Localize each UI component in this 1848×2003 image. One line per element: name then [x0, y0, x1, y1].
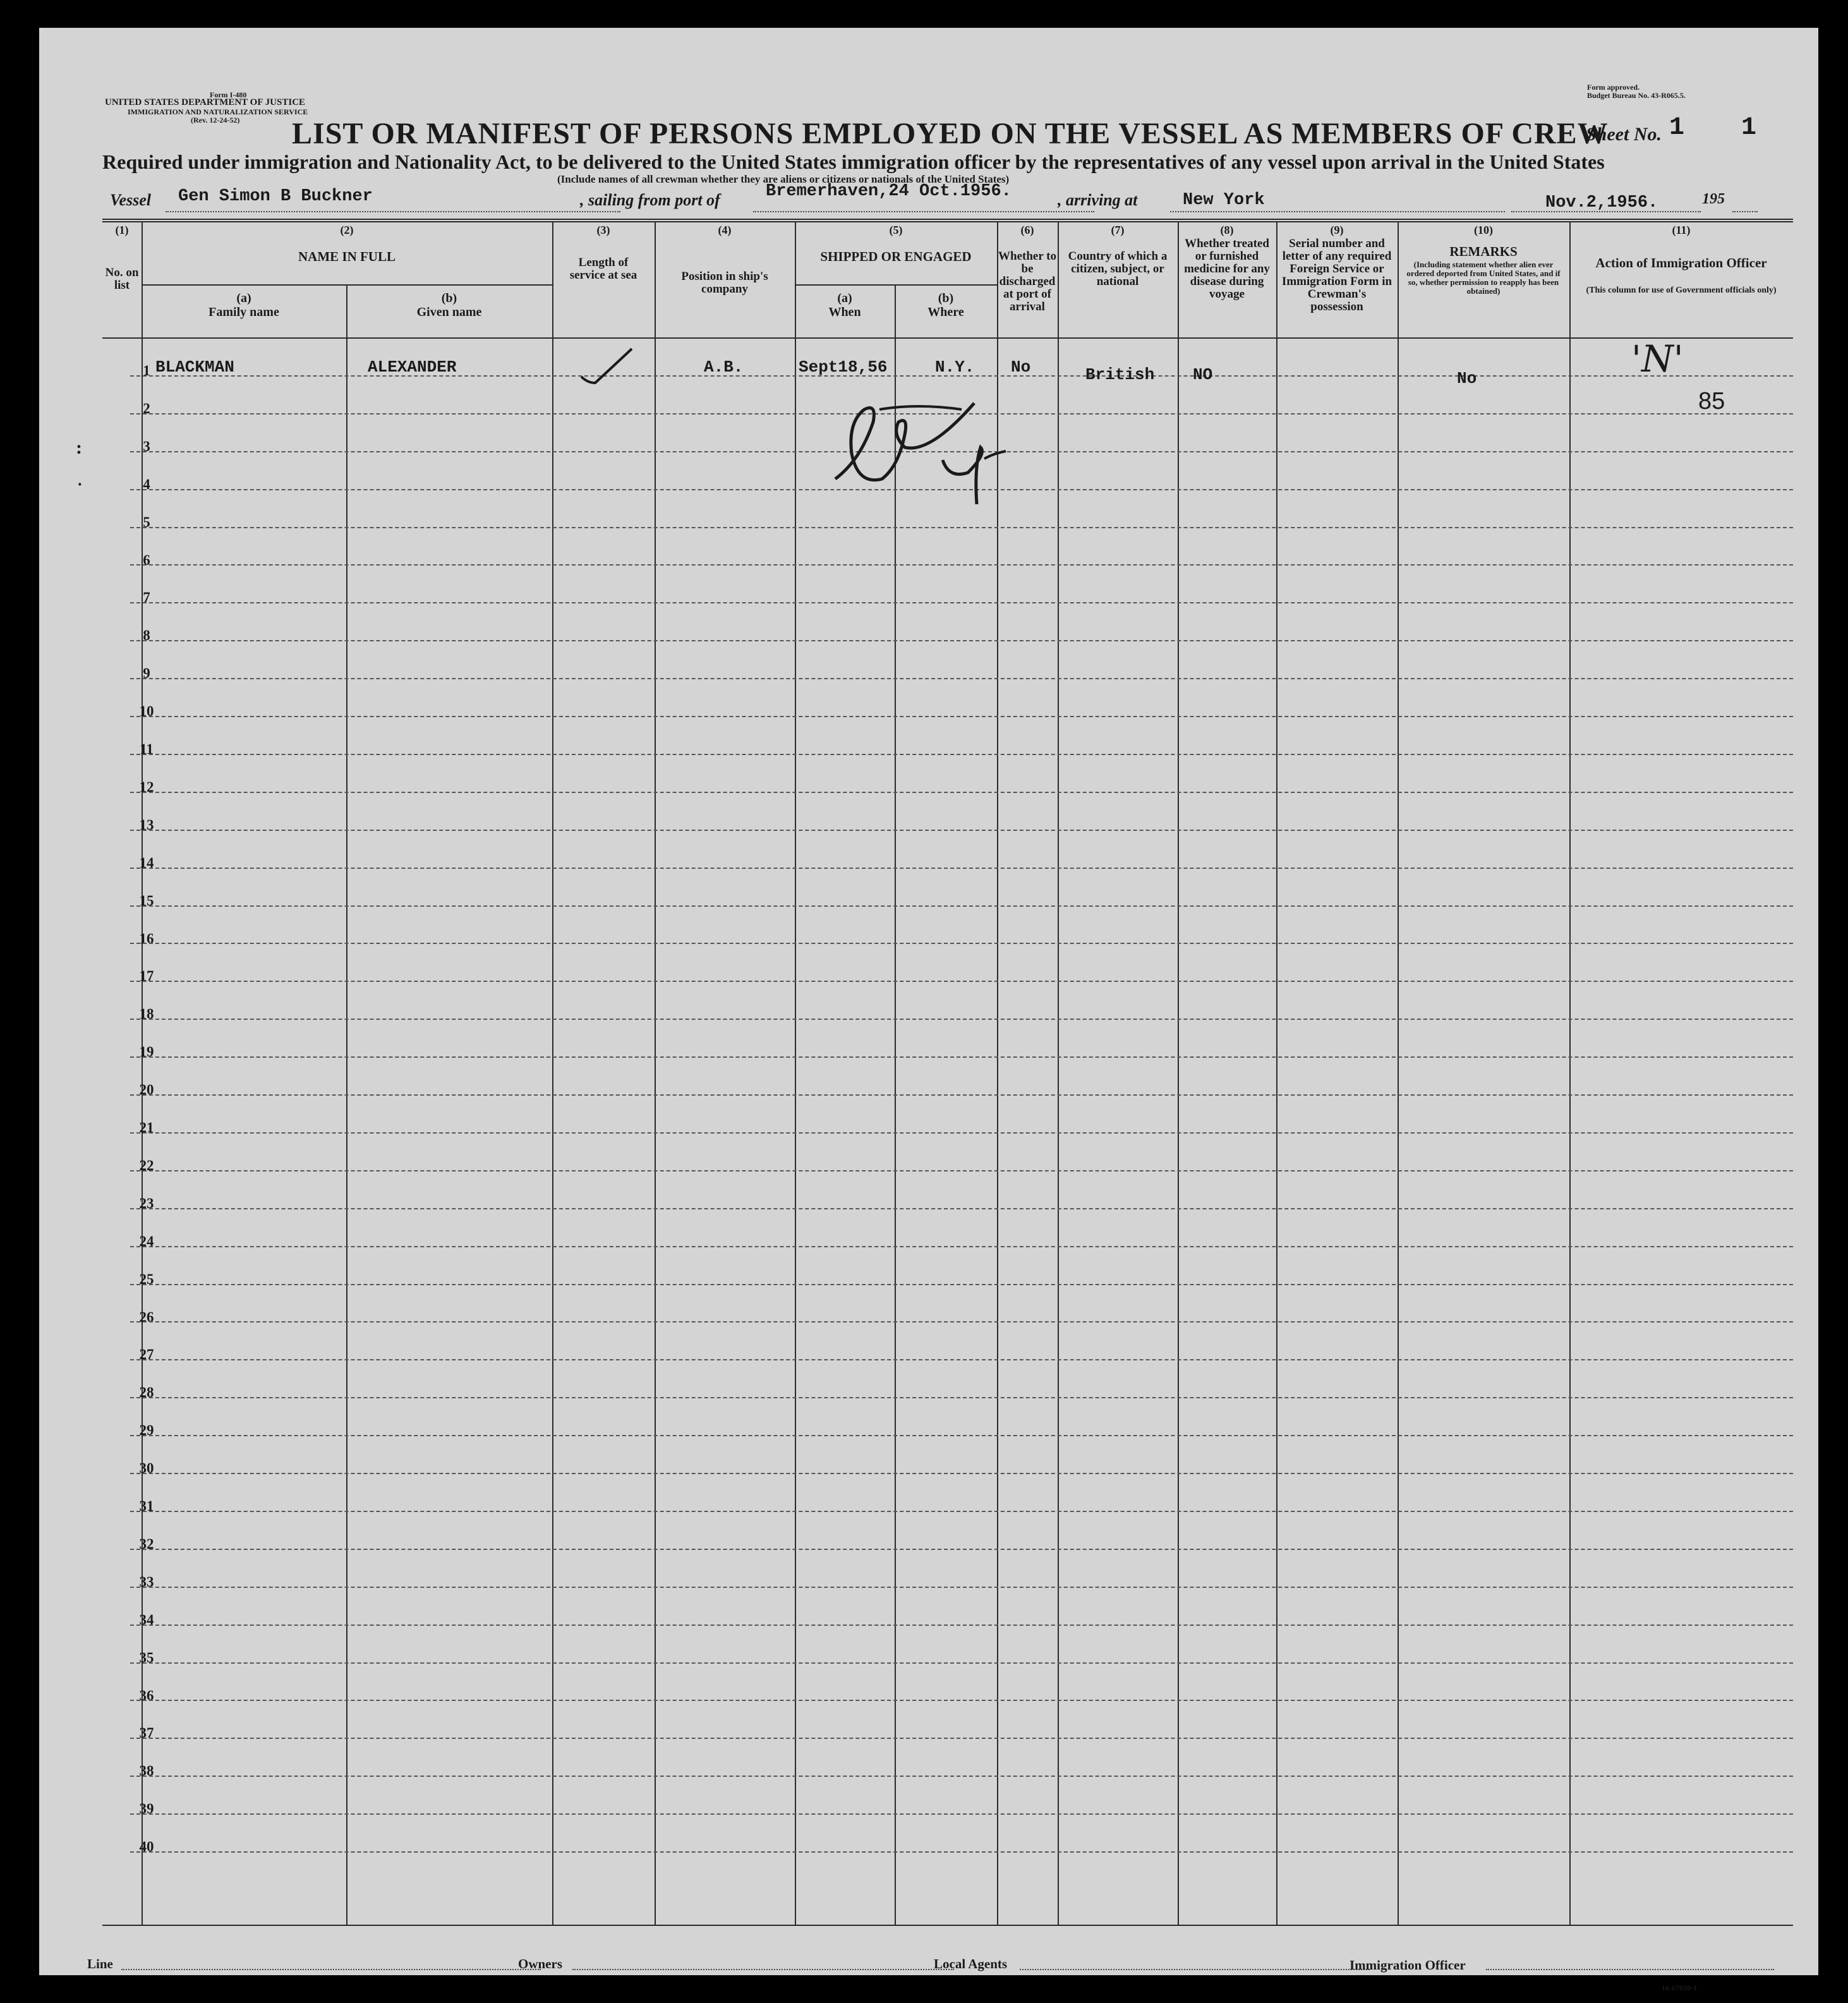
sheet-number: 1 — [1741, 114, 1757, 142]
footer-owners-label: Owners — [518, 1956, 562, 1971]
row-divider — [130, 792, 1793, 793]
col-num-3: (3) — [596, 224, 610, 236]
row-divider — [130, 1321, 1793, 1322]
row-divider — [130, 1019, 1793, 1020]
row-number: 35 — [139, 1649, 154, 1666]
row1-country: British — [1085, 365, 1155, 384]
row-number: 19 — [139, 1044, 154, 1060]
row-number: 16 — [139, 930, 154, 947]
row-number: 4 — [143, 476, 150, 492]
col-head-given-name: Given name — [416, 305, 482, 319]
footer-local-agents-label: Local Agents — [934, 1956, 1008, 1971]
col-num-2: (2) — [340, 224, 354, 236]
row-number: 2 — [143, 400, 150, 416]
row-divider — [130, 564, 1793, 566]
required-statement: Required under immigration and Nationality Act, to be delivered to the United States immigration officer by the representatives of any vessel upon arrival in the United States — [102, 150, 1605, 173]
row-divider — [130, 981, 1793, 982]
row-divider — [130, 1662, 1793, 1664]
margin-mark: : — [76, 437, 82, 458]
row-divider — [130, 527, 1793, 528]
col-head-name: NAME IN FULL — [298, 249, 396, 264]
officer-signature — [823, 384, 1031, 511]
row-number: 36 — [139, 1687, 154, 1703]
row-divider — [130, 1284, 1793, 1285]
sailing-port: Bremerhaven,24 Oct.1956. — [766, 182, 1012, 201]
row-number: 28 — [139, 1384, 154, 1401]
include-note: (Include names of all crewman whether they are aliens or citizens or nationals of the United States) — [557, 173, 1010, 185]
row-divider — [130, 1738, 1793, 1739]
row-number: 31 — [139, 1498, 154, 1514]
row-divider — [130, 1359, 1793, 1360]
row-divider — [130, 1397, 1793, 1398]
row-number: 30 — [139, 1460, 154, 1477]
row-number: 38 — [139, 1763, 154, 1779]
page-title: LIST OR MANIFEST OF PERSONS EMPLOYED ON THE VESSEL AS MEMBERS OF CREW — [292, 117, 1609, 150]
col-head-treated: Whether treated or furnished medicine for any disease during voyage — [1184, 237, 1270, 301]
row-number: 14 — [139, 854, 154, 871]
row-number: 40 — [139, 1839, 154, 1855]
print-code: 16-67820-1 — [1662, 1983, 1697, 1992]
row1-when: Sept18,56 — [799, 358, 888, 377]
row-number: 1 — [143, 363, 150, 378]
row-number: 5 — [143, 514, 150, 530]
row-number: 9 — [143, 665, 150, 682]
col-num-9: (9) — [1330, 224, 1344, 236]
budget-bureau: Budget Bureau No. 43-R065.5. — [1587, 91, 1686, 100]
col-head-remarks-note: (Including statement whether alien ever ordered deported from United States, and if so, whether permission to reapply has been obtained) — [1406, 260, 1561, 296]
row-divider — [130, 1625, 1793, 1626]
row-number: 21 — [139, 1120, 154, 1135]
row-number: 11 — [140, 741, 154, 757]
row-number: 27 — [139, 1346, 154, 1363]
row-divider — [130, 1473, 1793, 1474]
footer-line-label: Line — [87, 1956, 113, 1971]
col-head-no: No. on list — [105, 266, 139, 292]
col-num-10: (10) — [1474, 224, 1493, 236]
row-number: 13 — [139, 816, 154, 833]
vessel-name: Gen Simon B Buckner — [178, 187, 373, 206]
year-suffix: 195 — [1702, 191, 1725, 207]
form-number: Form I-480 — [210, 90, 247, 99]
row-divider — [130, 1208, 1793, 1209]
row-divider — [130, 1132, 1793, 1134]
row1-treated: NO — [1193, 365, 1213, 384]
row-divider — [130, 1511, 1793, 1512]
row-number: 26 — [139, 1309, 154, 1325]
row-number: 7 — [143, 590, 150, 606]
row1-action-mark: 'N' — [1631, 337, 1684, 380]
col-head-where-letter: (b) — [938, 291, 954, 305]
row-divider — [130, 1056, 1793, 1058]
row-divider — [130, 1813, 1793, 1815]
row-number: 39 — [139, 1801, 154, 1817]
row-divider — [130, 754, 1793, 755]
row-divider — [130, 830, 1793, 831]
row1-position: A.B. — [704, 358, 744, 377]
row1-remarks: No — [1457, 369, 1477, 388]
col-head-position: Position in ship's company — [681, 270, 768, 296]
row-divider — [130, 943, 1793, 944]
row-number: 25 — [139, 1271, 154, 1287]
row-divider — [130, 1587, 1793, 1588]
row-number: 18 — [139, 1006, 154, 1022]
col-head-serial: Serial number and letter of any required Foreign Service or Immigration Form in Crewman's possession — [1281, 237, 1392, 313]
col-head-when: When — [828, 305, 861, 319]
row-number: 34 — [139, 1611, 154, 1628]
row-divider — [130, 1549, 1793, 1550]
arriving-port: New York — [1183, 191, 1265, 210]
row1-discharged: No — [1011, 358, 1031, 377]
row1-given-name: ALEXANDER — [368, 358, 457, 377]
col-num-1: (1) — [115, 224, 129, 236]
row-number: 32 — [139, 1535, 154, 1552]
row-number: 29 — [139, 1422, 154, 1439]
col-head-country: Country of which a citizen, subject, or national — [1068, 250, 1168, 288]
arrival-date: Nov.2,1956. — [1545, 193, 1658, 212]
row-number: 12 — [139, 778, 154, 795]
vessel-label: Vessel — [110, 191, 151, 209]
col-head-remarks: REMARKS — [1449, 244, 1518, 259]
col-head-action-note: (This column for use of Government officials only) — [1586, 286, 1777, 295]
arriving-label: , arriving at — [1058, 191, 1138, 209]
col-head-shipped: SHIPPED OR ENGAGED — [820, 249, 972, 264]
row-number: 17 — [139, 968, 154, 984]
col-num-11: (11) — [1672, 224, 1691, 236]
col-head-family-letter: (a) — [236, 291, 251, 305]
row-number: 37 — [139, 1725, 154, 1741]
row-number: 8 — [143, 627, 150, 644]
form-approved: Form approved. — [1587, 83, 1640, 92]
row-number: 23 — [139, 1195, 154, 1211]
row-divider — [130, 640, 1793, 641]
row-divider — [130, 868, 1793, 869]
footer-immigration-officer-label: Immigration Officer — [1350, 1958, 1466, 1973]
row-number: 33 — [139, 1573, 154, 1590]
row-divider — [130, 905, 1793, 907]
col-head-where: Where — [927, 305, 964, 319]
row1-action-number: 85 — [1698, 388, 1725, 415]
sheet-no-label: Sheet No. — [1586, 124, 1662, 145]
row-divider — [130, 1435, 1793, 1436]
margin-mark: · — [77, 475, 83, 493]
row-divider — [130, 678, 1793, 679]
row-divider — [130, 1246, 1793, 1247]
col-num-8: (8) — [1220, 224, 1234, 236]
row-number: 6 — [143, 552, 150, 568]
row1-where: N.Y. — [935, 358, 975, 377]
sailing-label: , sailing from port of — [580, 191, 720, 209]
col-head-given-letter: (b) — [441, 291, 457, 305]
revision: (Rev. 12-24-52) — [191, 116, 240, 124]
checkmark-icon — [574, 345, 637, 389]
row-number: 20 — [139, 1082, 154, 1098]
department: UNITED STATES DEPARTMENT OF JUSTICE — [105, 97, 306, 107]
row-divider — [130, 1700, 1793, 1701]
row-number: 22 — [139, 1157, 154, 1173]
row-divider — [130, 1776, 1793, 1777]
row-number: 24 — [139, 1233, 154, 1249]
col-head-discharged: Whether to be discharged at port of arrival — [998, 250, 1056, 313]
row-number: 3 — [143, 438, 150, 454]
col-head-when-letter: (a) — [837, 291, 852, 305]
row-divider — [130, 716, 1793, 717]
row-divider — [130, 1851, 1793, 1853]
col-num-5: (5) — [889, 224, 903, 236]
row-number: 15 — [139, 892, 154, 909]
row1-family-name: BLACKMAN — [155, 358, 234, 377]
col-head-family-name: Family name — [208, 305, 279, 319]
row-divider — [130, 1170, 1793, 1171]
manifest-page — [39, 28, 1818, 1992]
service: IMMIGRATION AND NATURALIZATION SERVICE — [128, 107, 308, 116]
col-num-4: (4) — [718, 224, 732, 236]
row-divider — [130, 602, 1793, 603]
sheet-mark: 1 — [1669, 114, 1685, 142]
col-num-7: (7) — [1111, 224, 1125, 236]
col-head-action: Action of Immigration Officer — [1595, 255, 1767, 270]
row-divider — [130, 1094, 1793, 1096]
col-head-length: Length of service at sea — [569, 256, 637, 282]
row-number: 10 — [139, 703, 154, 720]
col-num-6: (6) — [1020, 224, 1034, 236]
